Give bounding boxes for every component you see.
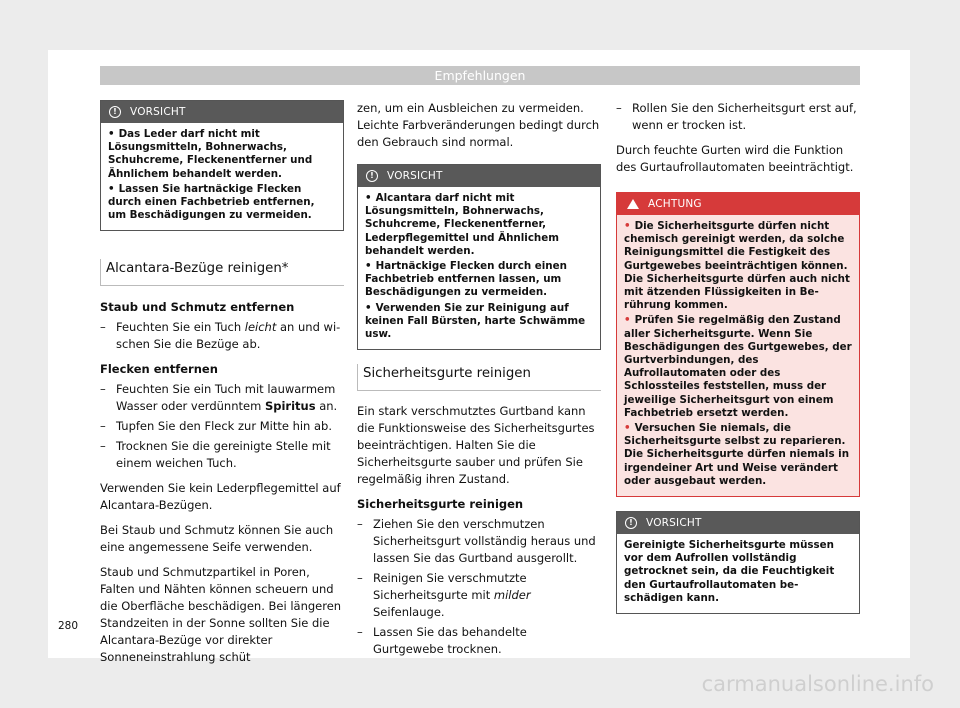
vorsicht-header: ! VORSICHT: [617, 512, 859, 534]
section-heading: Sicherheitsgurte reinigen: [357, 364, 601, 391]
vorsicht-body: [101, 123, 343, 230]
bullet-icon: •: [624, 422, 631, 435]
list-item: – Feuchten Sie ein Tuch leicht an und wischen Sie die Bezüge ab.: [100, 320, 341, 352]
watermark: carmanualsonline.info: [701, 672, 934, 696]
list-item: – Trocknen Sie die gereinigte Stelle mit einem weichen Tuch.: [100, 439, 331, 471]
header-bar: [100, 66, 860, 85]
paragraph: Gereinigte Sicherheitsgurte müssen vor dem Aufrollen vollständig getrocknet sein, da die Feuchtigkeit den Gurtaufrollautomaten beschädigen kann.: [624, 539, 835, 604]
list-item: • Prüfen Sie regelmäßig den Zustand aller Sicherheitsgurte. Wenn Sie Beschädigungen des Gurtgewebes, der Gurtverbindungen, des Aufrollautomaten oder des Schlossteiles feststellen, muss der jeweilige Sicherheitsgurt von einem Fachbetrieb ersetzt werden.: [624, 314, 852, 419]
list-item: • Lassen Sie hartnäckige Flecken durch einen Fachbetrieb entfernen, um Beschädigungen zu vermeiden.: [108, 182, 315, 222]
list-item: • Die Sicherheitsgurte dürfen nicht chemisch gereinigt werden, da solche Reinigungsmittel die Festigkeit des Gurtgewebes beeinträchtigen können. Die Sicherheitsgurte dürfen auch nicht mit ätzenden Flüssigkeiten in Berührung kommen.: [624, 220, 850, 312]
bullet-icon: •: [108, 182, 115, 195]
vorsicht-header: ! VORSICHT: [101, 101, 343, 123]
subheading: Sicherheitsgurte reinigen: [357, 497, 524, 512]
list-item: • Hartnäckige Flecken durch einen Fachbetrieb entfernen lassen, um Beschädigungen zu vermeiden.: [365, 260, 567, 299]
subheading: Flecken entfernen: [100, 362, 218, 377]
vorsicht-header: ! VORSICHT: [358, 165, 600, 187]
vorsicht-box: [616, 511, 860, 614]
bullet-icon: •: [365, 301, 372, 314]
paragraph: Staub und Schmutzpartikel in Poren, Falten und Nähten können scheuern und die Oberfläche beschädigen. Bei längeren Standzeiten in der Sonne sollten Sie die Alcantara-Bezüge vor direkter Sonneneinstrahlung schüt: [100, 565, 342, 665]
list-item: – Ziehen Sie den verschmutzen Sicherheitsgurt vollständig heraus und lassen Sie das Gurtband ausgerollt.: [357, 517, 596, 566]
list-item: – Rollen Sie den Sicherheitsgurt erst auf, wenn er trocken ist.: [616, 101, 857, 132]
column-2: [357, 100, 601, 658]
subheading: Staub und Schmutz entfernen: [100, 300, 295, 315]
bullet-icon: •: [624, 220, 631, 232]
paragraph: zen, um ein Ausbleichen zu vermeiden. Leichte Farbveränderungen bedingt durch den Gebrauch sind normal.: [357, 101, 600, 149]
list-item: • Das Leder darf nicht mit Lösungsmitteln, Bohnerwachs, Schuhcreme, Fleckenentferner und Ähnlichem behandelt werden.: [108, 128, 313, 180]
list-item: – Lassen Sie das behandelte Gurtgewebe trocknen.: [357, 625, 527, 657]
list-item: – Tupfen Sie den Fleck zur Mitte hin ab.: [100, 419, 333, 434]
vorsicht-box: [100, 100, 344, 231]
list-item: • Alcantara darf nicht mit Lösungsmitteln, Bohnerwachs, Schuhcreme, Fleckenentferner, Lederpflegemittel und Ähnlichem behandelt werden.: [365, 192, 559, 257]
vorsicht-box: [357, 164, 601, 350]
paragraph: Verwenden Sie kein Lederpflegemittel auf Alcantara-Bezügen.: [100, 481, 341, 513]
achtung-header: ACHTUNG: [617, 193, 859, 215]
section-text: [100, 299, 344, 666]
list-item: – Feuchten Sie ein Tuch mit lauwarmem Wasser oder verdünntem Spiritus an.: [100, 382, 338, 414]
info-icon: !: [625, 517, 637, 529]
list-item: – Reinigen Sie verschmutzte Sicherheitsgurte mit milder Seifenlauge.: [357, 571, 531, 620]
list-item: • Verwenden Sie zur Reinigung auf keinen Fall Bürsten, harte Schwämme usw.: [365, 301, 586, 341]
info-icon: !: [109, 106, 121, 118]
vorsicht-body: [358, 187, 600, 349]
column-3: [616, 100, 860, 624]
section-text: [357, 403, 601, 658]
page-number: 280: [58, 620, 79, 632]
vorsicht-body: [617, 534, 859, 613]
info-icon: !: [366, 170, 378, 182]
warning-icon: [627, 199, 639, 209]
paragraph: Ein stark verschmutztes Gurtband kann die Funktionsweise des Sicherheitsgurtes beeinträchtigen. Halten Sie die Sicherheitsgurte sauber und prüfen Sie regelmäßig ihren Zustand.: [357, 404, 595, 487]
column-1: [100, 100, 344, 666]
bullet-icon: •: [365, 260, 372, 273]
bullet-icon: •: [108, 128, 115, 140]
bullet-icon: •: [624, 314, 631, 327]
bullet-icon: •: [365, 192, 372, 204]
achtung-body: [617, 215, 859, 496]
paragraph: Durch feuchte Gurten wird die Funktion des Gurtaufrollautomaten beeinträchtigt.: [616, 143, 854, 174]
paragraph: Bei Staub und Schmutz können Sie auch eine angemessene Seife verwenden.: [100, 523, 334, 555]
list-item: • Versuchen Sie niemals, die Sicherheitsgurte selbst zu reparieren. Die Sicherheitsgurte dürfen niemals in irgendeiner Art und Weise verändert oder ausgebaut werden.: [624, 422, 850, 487]
achtung-box: [616, 192, 860, 497]
page-title: Empfehlungen: [434, 68, 526, 83]
section-heading: Alcantara-Bezüge reinigen*: [100, 259, 344, 286]
